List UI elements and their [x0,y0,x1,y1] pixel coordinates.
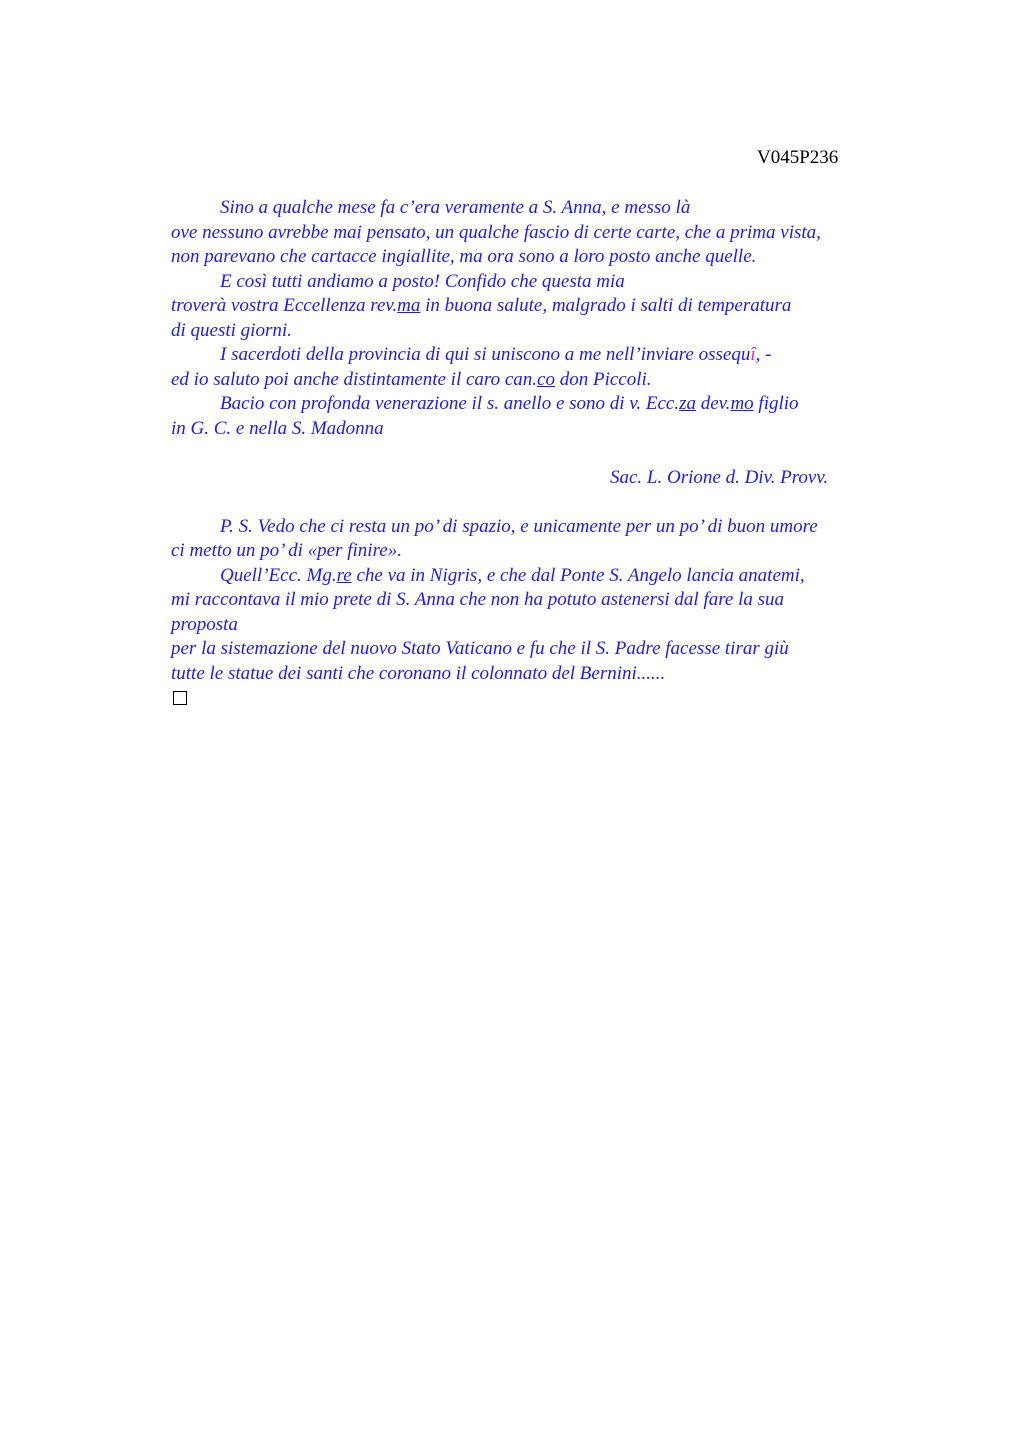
postscript-line [171,564,901,589]
postscript-line: proposta [171,613,238,635]
square-box-icon [173,691,187,705]
postscript-line: ci metto un po’ di «per finire». [171,540,402,561]
highlighted-character: î [750,344,756,365]
underlined-abbreviation: ma [397,295,421,316]
text-segment: Quell’Ecc. Mg. [220,564,337,586]
text-segment: don Piccoli. [554,368,652,390]
postscript-line: mi raccontava il mio prete di S. Anna che non ha potuto astenersi dal fare la sua [171,589,785,610]
text-segment: troverà vostra Eccellenza rev. [171,295,398,316]
underlined-abbreviation: re [336,564,352,586]
text-segment: che va in Nigris, e che dal Ponte S. Angelo lancia anatemi, [351,564,805,586]
underlined-abbreviation: co [537,368,555,390]
text-line: ove nessuno avrebbe mai pensato, un qualche fascio di certe carte, che a prima vista, [171,221,821,243]
text-line: E così tutti andiamo a posto! Confido che questa mia [220,270,625,292]
text-line [171,294,901,319]
underlined-abbreviation: mo [730,393,754,414]
signature: Sac. L. Orione d. Div. Provv. [610,466,829,488]
postscript-line: per la sistemazione del nuovo Stato Vaticano e fu che il S. Padre facesse tirar giù [171,638,789,659]
text-segment: ed io saluto poi anche distintamente il caro can. [171,368,538,390]
text-line: Sino a qualche mese fa c’era veramente a S. Anna, e messo là [220,197,691,218]
underlined-abbreviation: za [679,393,696,414]
text-segment: in buona salute, malgrado i salti di temperatura [420,295,792,316]
text-line [171,392,901,417]
blank-line [171,441,901,466]
page-reference: V045P236 [757,147,839,168]
postscript-line: P. S. Vedo che ci resta un po’ di spazio, e unicamente per un po’ di buon umore [220,515,818,537]
text-segment: I sacerdoti della provincia di qui si uniscono a me nell’inviare ossequ [220,344,751,365]
text-segment: dev. [695,393,731,414]
text-segment: figlio [753,393,799,414]
text-line [171,368,901,393]
text-line: in G. C. e nella S. Madonna [171,417,384,439]
text-line: non parevano che cartacce ingiallite, ma ora sono a loro posto anche quelle. [171,246,757,267]
letter-body [171,196,901,705]
text-line: di questi giorni. [171,319,292,341]
text-segment: Bacio con profonda venerazione il s. anello e sono di v. Ecc. [220,393,680,414]
text-segment: , - [755,344,772,365]
text-line [171,343,901,368]
blank-line [171,490,901,515]
postscript-line: tutte le statue dei santi che coronano il colonnato del Bernini...... [171,662,666,684]
